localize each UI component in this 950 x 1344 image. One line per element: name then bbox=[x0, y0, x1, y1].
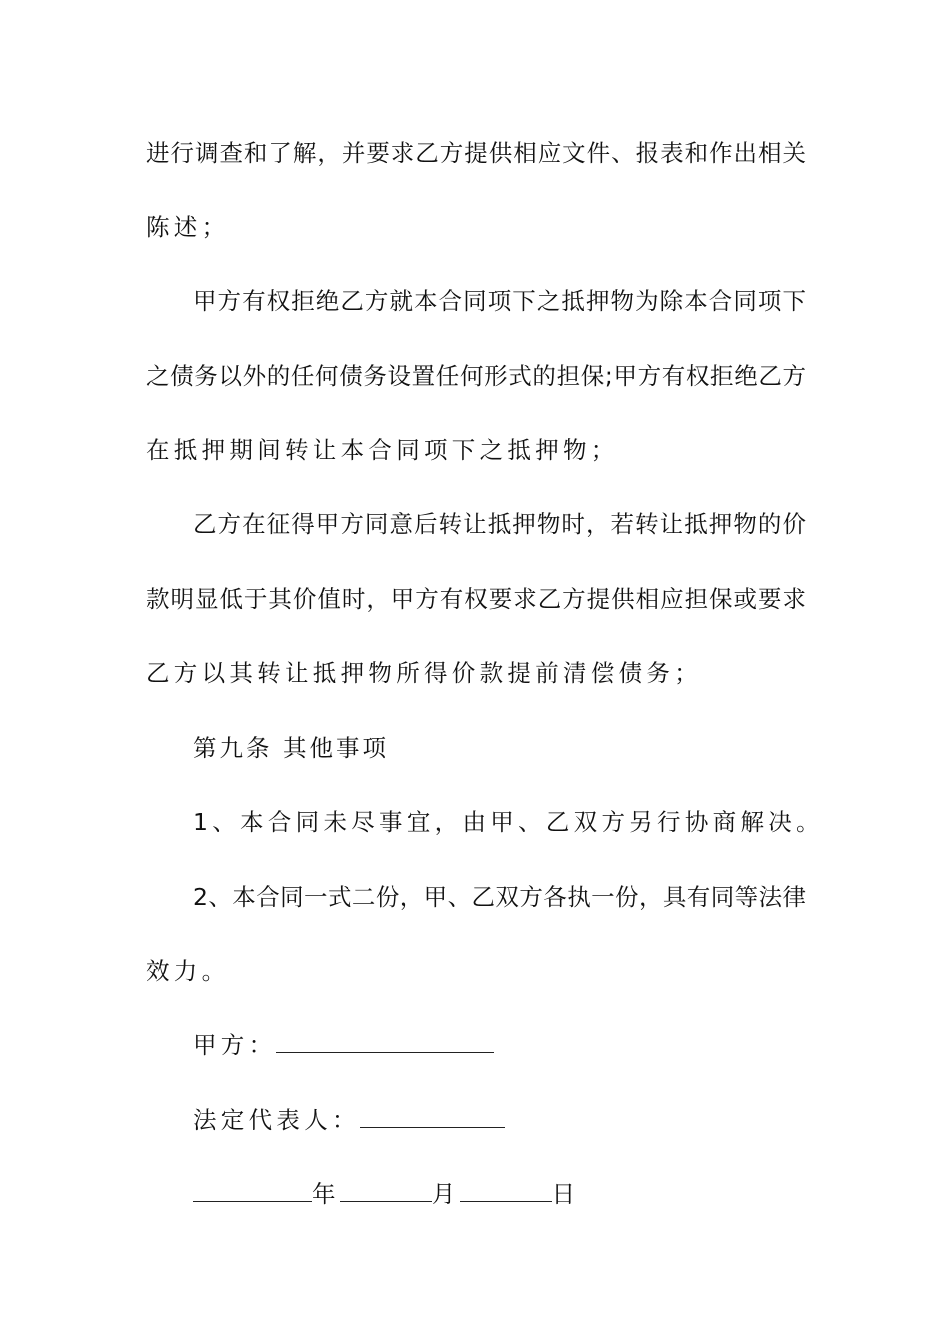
party-a-label: 甲方： bbox=[193, 1031, 277, 1059]
paragraph-3-line-1: 乙方在征得甲方同意后转让抵押物时，若转让抵押物的价 bbox=[193, 510, 806, 538]
article-9-item-2-line-2: 效力。 bbox=[146, 957, 230, 985]
paragraph-3-line-2: 款明显低于其价值时，甲方有权要求乙方提供相应担保或要求 bbox=[146, 585, 806, 613]
paragraph-3-line-3: 乙方以其转让抵押物所得价款提前清偿债务； bbox=[146, 659, 702, 687]
article-9-item-1: 1、本合同未尽事宜，由甲、乙双方另行协商解决。 bbox=[193, 808, 824, 836]
article-9-heading: 第九条 其他事项 bbox=[193, 734, 389, 762]
paragraph-2-line-1: 甲方有权拒绝乙方就本合同项下之抵押物为除本合同项下 bbox=[193, 287, 806, 315]
day-label: 日 bbox=[551, 1180, 580, 1208]
party-a-blank[interactable] bbox=[276, 1030, 494, 1053]
legal-rep-signature-line bbox=[193, 1105, 505, 1135]
year-label: 年 bbox=[312, 1180, 340, 1208]
party-a-signature-line bbox=[193, 1030, 494, 1060]
date-line bbox=[193, 1179, 579, 1209]
day-blank[interactable] bbox=[460, 1179, 552, 1202]
paragraph-1-line-2: 陈述； bbox=[146, 213, 230, 241]
article-9-item-2-line-1: 2、本合同一式二份，甲、乙双方各执一份，具有同等法律 bbox=[193, 883, 806, 911]
paragraph-2-line-3: 在抵押期间转让本合同项下之抵押物； bbox=[146, 436, 619, 464]
legal-rep-label: 法定代表人： bbox=[193, 1106, 360, 1134]
year-blank[interactable] bbox=[193, 1179, 312, 1202]
paragraph-1-line-1: 进行调查和了解，并要求乙方提供相应文件、报表和作出相关 bbox=[146, 139, 806, 167]
legal-rep-blank[interactable] bbox=[360, 1105, 505, 1128]
month-label: 月 bbox=[431, 1180, 460, 1208]
month-blank[interactable] bbox=[340, 1179, 432, 1202]
paragraph-2-line-2: 之债务以外的任何债务设置任何形式的担保;甲方有权拒绝乙方 bbox=[146, 362, 806, 390]
